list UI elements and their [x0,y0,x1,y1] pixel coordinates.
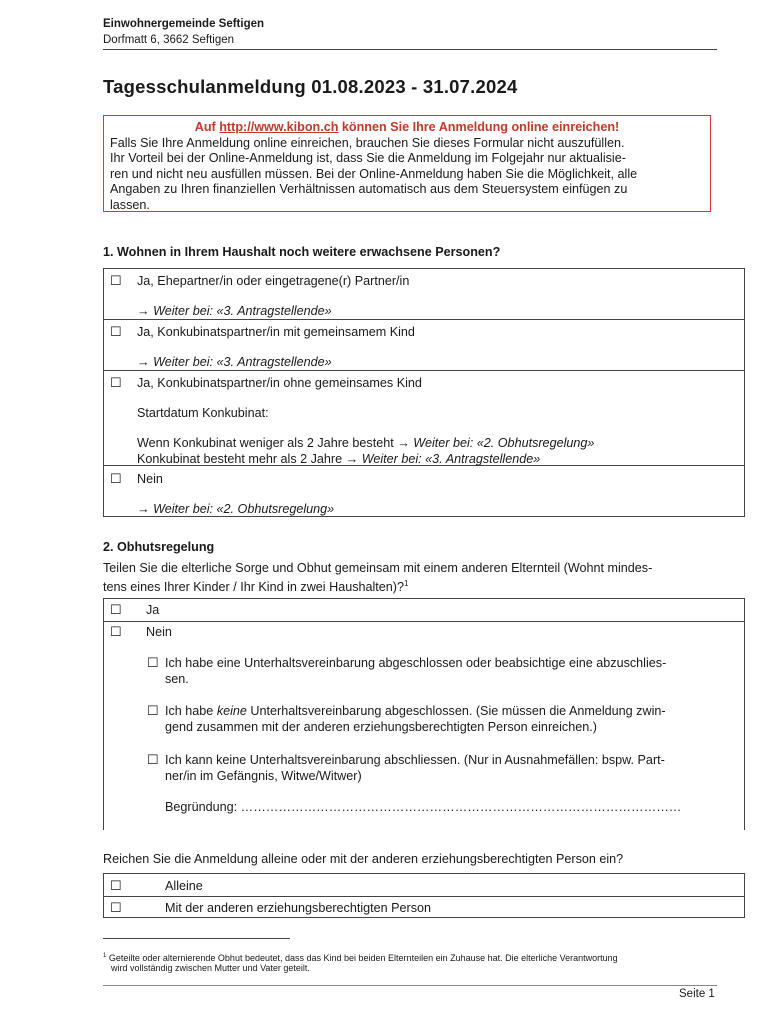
notice-line-5: lassen. [110,197,150,212]
checkbox-alleine[interactable]: ☐ [110,878,122,893]
rule-short-text: Wenn Konkubinat weniger als 2 Jahre besteht → [137,436,414,450]
question-line2-text: tens eines Ihrer Kinder / Ihr Kind in zwei Haushalten)? [103,580,405,595]
mit-anderer-person-label: Mit der anderen erziehungsberechtigten Person [165,901,432,915]
checkbox-unterhalt-abgeschlossen[interactable]: ☐ [147,655,159,670]
online-notice-box [103,115,711,212]
notice-line-3: ren und nicht neu ausfüllen müssen. Bei der Online-Anmeldung haben Sie die Möglichkeit, alle [110,166,638,181]
rule-long-text: Konkubinat besteht mehr als 2 Jahre → [137,452,362,466]
footnote-line2: wird vollständig zwischen Mutter und Vater geteilt. [111,963,310,973]
section1-heading: 1. Wohnen in Ihrem Haushalt noch weitere erwachsene Personen? [103,245,501,259]
notice-line-1: Falls Sie Ihre Anmeldung online einreichen, brauchen Sie dieses Formular nicht auszufüllen. [110,135,625,150]
obhut-nein-label: Nein [146,625,172,639]
row-divider [104,621,744,622]
option-konkubinat-mit-kind-label: Ja, Konkubinatspartner/in mit gemeinsamem Kind [137,325,415,339]
checkbox-keine-unterhalt[interactable]: ☐ [147,703,159,718]
unterhalt-abgeschlossen-line1: Ich habe eine Unterhaltsvereinbarung abgeschlossen oder beabsichtige eine abzuschlies- [165,656,667,670]
keine-emphasis: keine [216,704,247,718]
notice-post: können Sie Ihre Anmeldung online einreichen! [338,120,620,134]
begruendung-field[interactable]: Begründung: …………………………………………………………………………………………… [165,800,682,814]
konkubinat-rule-short [137,436,594,452]
keine-post: Unterhaltsvereinbarung abgeschlossen. (Sie müssen die Anmeldung zwin- [246,704,666,718]
section3-question: Reichen Sie die Anmeldung alleine oder mit der anderen erziehungsberechtigten Person ein? [103,852,624,866]
option-konkubinat-mit-kind-next: → Weiter bei: «3. Antragstellende» [137,355,332,369]
page-number: Seite 1 [679,988,715,1000]
checkbox-mit-anderer-person[interactable]: ☐ [110,900,122,915]
kann-keine-unterhalt-line2: ner/in im Gefängnis, Witwe/Witwer) [165,769,362,783]
option-ehepartner-next: → Weiter bei: «3. Antragstellende» [137,304,332,318]
option-nein-next: → Weiter bei: «2. Obhutsregelung» [137,502,335,516]
rule-long-next: Weiter bei: «3. Antragstellende» [361,452,541,466]
konkubinat-rule-long [137,452,540,468]
checkbox-obhut-ja[interactable]: ☐ [110,602,122,617]
keine-unterhalt-line1 [165,704,666,720]
footer-divider [103,985,717,986]
section2-question-line2 [103,576,408,596]
alleine-label: Alleine [165,879,203,893]
section2-question-line1: Teilen Sie die elterliche Sorge und Obhut gemeinsam mit einem anderen Elternteil (Wohnt mindes- [103,561,653,575]
checkbox-obhut-nein[interactable]: ☐ [110,624,122,639]
section2-heading: 2. Obhutsregelung [103,540,215,554]
footnote-text-1: Geteilte oder alternierende Obhut bedeutet, dass das Kind bei beiden Elternteilen ein Zuhause hat. Die elterliche Verantwortung [108,953,618,963]
kann-keine-unterhalt-line1: Ich kann keine Unterhaltsvereinbarung abschliessen. (Nur in Ausnahmefällen: bspw. Part- [165,753,665,767]
checkbox-kann-keine-unterhalt[interactable]: ☐ [147,752,159,767]
page-title: Tagesschulanmeldung 01.08.2023 - 31.07.2024 [103,76,518,97]
row-divider [104,896,744,897]
startdatum-konkubinat-label: Startdatum Konkubinat: [137,406,269,420]
keine-unterhalt-line2: gend zusammen mit der anderen erziehungsberechtigten Person einreichen.) [165,720,597,734]
keine-pre: Ich habe [165,704,217,718]
checkbox-konkubinat-ohne-kind[interactable]: ☐ [110,375,122,390]
org-name: Einwohnergemeinde Seftigen [103,18,265,30]
checkbox-konkubinat-mit-kind[interactable]: ☐ [110,324,122,339]
footnote-mark: 1 [103,953,107,959]
checkbox-nein[interactable]: ☐ [110,471,122,486]
org-address: Dorfmatt 6, 3662 Seftigen [103,34,235,46]
footnote-ref[interactable]: 1 [404,579,409,588]
notice-line-2: Ihr Vorteil bei der Online-Anmeldung ist, dass Sie die Anmeldung im Folgejahr nur aktualisie- [110,151,626,166]
online-notice-heading [110,120,704,136]
obhut-ja-label: Ja [146,603,160,617]
unterhalt-abgeschlossen-line2: sen. [165,672,189,686]
header-divider [103,49,717,50]
rule-short-next: Weiter bei: «2. Obhutsregelung» [413,436,595,450]
kibon-link[interactable]: http://www.kibon.ch [219,120,339,134]
footnote-divider [103,938,290,939]
notice-line-4: Angaben zu Ihren finanziellen Verhältnissen automatisch aus dem Steuersystem einfügen zu [110,182,628,197]
option-konkubinat-ohne-kind-label: Ja, Konkubinatspartner/in ohne gemeinsames Kind [137,376,422,390]
option-ehepartner-label: Ja, Ehepartner/in oder eingetragene(r) Partner/in [137,274,410,288]
option-nein-label: Nein [137,472,163,486]
notice-pre: Auf [194,120,220,134]
checkbox-ehepartner[interactable]: ☐ [110,273,122,288]
